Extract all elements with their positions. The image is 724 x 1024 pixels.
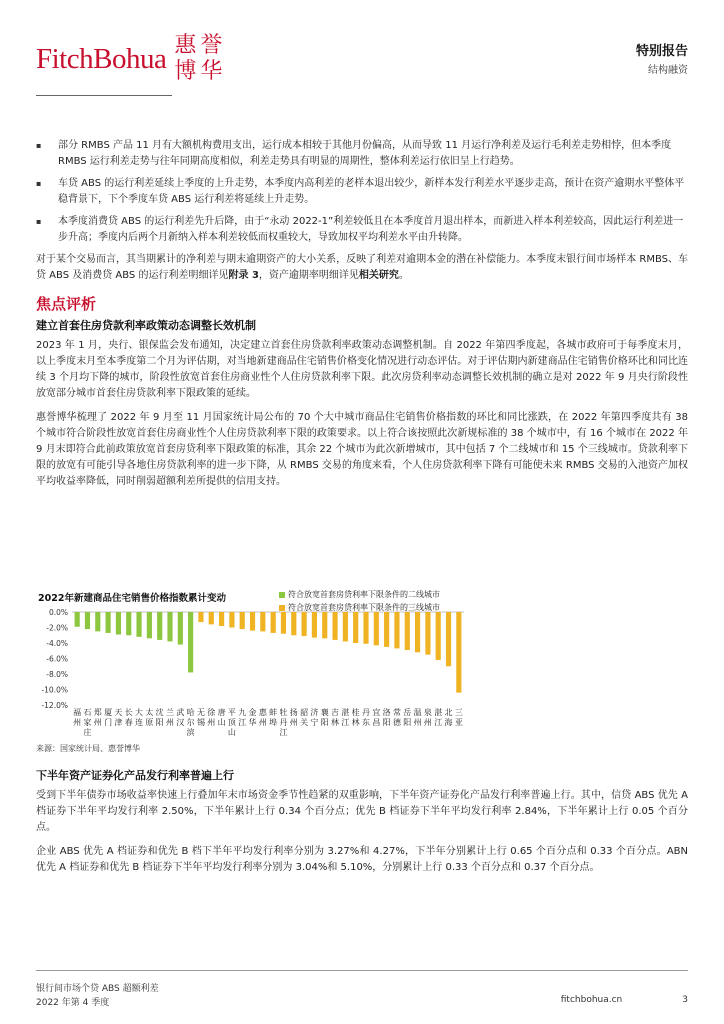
x-tick-label: 州 bbox=[258, 718, 267, 727]
x-tick-label: 蚌 bbox=[269, 708, 278, 717]
footer-divider bbox=[36, 970, 688, 971]
x-tick-label: 惠 bbox=[258, 708, 267, 717]
chart-bar bbox=[95, 612, 100, 631]
footer-site[interactable]: fitchbohua.cn bbox=[560, 995, 623, 1005]
bullet-item: ▪ 本季度消费贷 ABS 的运行利差先升后降，由于“永动 2022-1”利差较低且在本季度首月退出样本，而新进入样本利差较高，因此运行利差进一步升高；季度内后两个月新纳入样本利差较低而权重较大，导致加权平均利差水平由升转降。 bbox=[36, 214, 688, 246]
chart-bar bbox=[209, 612, 214, 624]
x-tick-label: 湛 bbox=[434, 708, 443, 717]
x-tick-label: 丹 bbox=[279, 718, 288, 727]
legend-label: 符合放宽首套房贷利率下限条件的二线城市 bbox=[288, 590, 440, 599]
x-tick-label: 哈 bbox=[186, 708, 195, 717]
x-tick-label: 尔 bbox=[186, 718, 195, 727]
bullet-item: ▪ 车贷 ABS 的运行利差延续上季度的上升走势，本季度内高利差的老样本退出较少，新样本发行利差水平逐步走高，预计在资产逾期水平整体平稳背景下，下个季度车贷 ABS 运行利差将延续上升走势。 bbox=[36, 176, 688, 208]
footer-report-name: 银行间市场个贷 ABS 超额利差 bbox=[36, 984, 159, 994]
seal-char: 惠 bbox=[174, 33, 197, 58]
x-tick-label: 三 bbox=[454, 708, 463, 717]
bullet-item: ▪ 部分 RMBS 产品 11 月有大额机构费用支出，运行成本相较于其他月份偏高，从而导致 11 月运行净利差及运行毛利差走势相悖，但本季度 RMBS 运行利差走势与往年同期高度相似，利差走势具有明显的周期性，整体利差运行依旧呈上行趋势。 bbox=[36, 138, 688, 170]
x-tick-label: 山 bbox=[227, 728, 236, 737]
x-tick-label: 常 bbox=[392, 708, 401, 717]
x-tick-label: 阳 bbox=[320, 718, 329, 727]
x-tick-label: 门 bbox=[104, 718, 113, 727]
x-tick-label: 林 bbox=[351, 718, 360, 727]
x-tick-label: 州 bbox=[289, 718, 298, 727]
chart-bar bbox=[343, 612, 348, 641]
chart-bar bbox=[219, 612, 224, 626]
chart-bar bbox=[291, 612, 296, 635]
chart-bar bbox=[271, 612, 276, 633]
x-tick-label: 湛 bbox=[341, 708, 350, 717]
chart-bar bbox=[75, 612, 80, 627]
chart-bar bbox=[456, 612, 461, 693]
x-tick-label: 徐 bbox=[207, 708, 216, 717]
x-tick-label: 韶 bbox=[300, 708, 309, 717]
main-content-2 bbox=[36, 766, 688, 884]
x-tick-label: 太 bbox=[145, 708, 154, 717]
x-tick-label: 襄 bbox=[320, 708, 329, 717]
x-tick-label: 州 bbox=[93, 718, 102, 727]
chart-bar bbox=[229, 612, 234, 628]
x-tick-label: 温 bbox=[413, 708, 422, 717]
x-tick-label: 东 bbox=[362, 718, 370, 727]
x-tick-label: 泉 bbox=[423, 708, 432, 717]
paragraph: 2023 年 1 月，央行、银保监会发布通知，决定建立首套住房贷款利率政策动态调整机制。自 2022 年第四季度起，各城市政府可于每季度末月，以上季度末月至本季度第二个月为评估期，对当地新建商品住宅销售价格变化情况进行动态评估。对于评估期内新建商品住宅销售价格环比和同比连续 3 个月均下降的城市，阶段性放宽首套住房商业性个人住房贷款利率下限。此次房贷利率动态调整长效机制的确立是对 2022 年 9 月央行阶段性放宽部分城市首套住房贷款利率下限政策的延续。 bbox=[36, 340, 688, 399]
chart-bar bbox=[353, 612, 358, 643]
appendix-link[interactable]: 附录 3 bbox=[228, 270, 259, 281]
y-tick-label: -8.0% bbox=[46, 670, 68, 679]
x-tick-label: 顶 bbox=[227, 718, 236, 727]
subsection-title: 下半年资产证券化产品发行利率普遍上行 bbox=[36, 769, 234, 782]
x-tick-label: 州 bbox=[73, 718, 82, 727]
paragraph: 惠誉博华梳理了 2022 年 9 月至 11 月国家统计局公布的 70 个大中城市商品住宅销售价格指数的环比和同比涨跌，在 2022 年第四季度共有 38 个城市符合阶段性放宽首套住房商业性个人住房贷款利率下限的政策要求。以上符合该按照此次新规标准的 38 个城市中，有 16 个城市在 2022 年 9 月末即符合此前政策放宽首套房贷利率下限政策的标准，其余 22 个城市为此次新增城市，其中包括 7 个二线城市和 15 个三线城市。贷款利率下限的放宽有可能引导各地住房贷款利率的进一步下降，从 RMBS 交易的角度来看，个人住房贷款利率下降有可能使未来 RMBS 交易的入池资产加权平均收益率降低，同时削弱超额利差所提供的信用支持。 bbox=[36, 412, 688, 487]
x-tick-label: 滨 bbox=[186, 728, 195, 737]
report-type: 特别报告 bbox=[635, 44, 688, 59]
x-tick-label: 华 bbox=[248, 718, 257, 727]
chart-bar bbox=[363, 612, 368, 644]
x-tick-label: 济 bbox=[310, 708, 319, 717]
y-tick-label: 0.0% bbox=[48, 608, 68, 617]
x-tick-label: 春 bbox=[124, 718, 133, 727]
footer-meta bbox=[561, 995, 688, 1005]
x-tick-label: 厦 bbox=[104, 708, 113, 717]
x-tick-label: 岳 bbox=[403, 708, 412, 717]
x-tick-label: 海 bbox=[444, 718, 453, 727]
x-tick-label: 江 bbox=[434, 718, 443, 727]
chart-bar bbox=[446, 612, 451, 666]
x-tick-label: 洛 bbox=[382, 708, 391, 717]
section-title: 焦点评析 bbox=[36, 295, 97, 313]
summary-text: 对于某个交易而言，其当期累计的净利差与期末逾期资产的大小关系，反映了利差对逾期本金的潜在补偿能力。本季度末银行间市场样本 RMBS、车贷 ABS 及消费贷 ABS 的运行利差明细详见 bbox=[36, 254, 688, 281]
x-tick-label: 宁 bbox=[310, 718, 319, 727]
chart-bar bbox=[250, 612, 255, 631]
y-tick-label: -4.0% bbox=[46, 639, 68, 648]
seal-char: 华 bbox=[200, 59, 223, 84]
logo-text: FitchBohua bbox=[36, 42, 167, 75]
chart-bar bbox=[425, 612, 430, 655]
chart-source: 来源：国家统计局、惠誉博华 bbox=[36, 744, 140, 753]
x-tick-label: 关 bbox=[300, 718, 309, 727]
x-tick-label: 武 bbox=[176, 708, 185, 717]
y-tick-label: -2.0% bbox=[46, 623, 68, 633]
main-content bbox=[36, 138, 688, 498]
chart-bar bbox=[116, 612, 121, 634]
x-tick-label: 无 bbox=[196, 708, 205, 717]
x-tick-label: 州 bbox=[413, 718, 422, 727]
chart-bar bbox=[312, 612, 317, 638]
legend-label: 符合放宽首套房贷利率下限条件的三线城市 bbox=[288, 603, 440, 612]
x-tick-label: 埠 bbox=[269, 718, 278, 727]
x-tick-label: 阳 bbox=[403, 718, 412, 727]
page-number: 3 bbox=[682, 995, 688, 1005]
x-tick-label: 山 bbox=[217, 718, 226, 727]
chart-bar bbox=[302, 612, 307, 636]
x-tick-label: 扬 bbox=[289, 708, 298, 717]
chart-bar bbox=[167, 612, 172, 641]
paragraph: 企业 ABS 优先 A 档证券和优先 B 档下半年平均发行利率分别为 3.27%和 4.27%，下半年分别累计上行 0.65 个百分点和 0.33 个百分点。ABN 优先 A 档证券和优先 B 档证券下半年平均发行利率分别为 3.04%和 5.10%，分别累计上行 0.33 个百分点和 0.37 个百分点。 bbox=[36, 846, 688, 873]
chart-bar bbox=[332, 612, 337, 640]
x-tick-label: 阳 bbox=[155, 718, 164, 727]
x-tick-label: 江 bbox=[341, 718, 350, 727]
x-tick-label: 丹 bbox=[362, 708, 370, 717]
chart-bar bbox=[85, 612, 90, 629]
chart-bar bbox=[281, 612, 286, 634]
related-research-link[interactable]: 相关研究 bbox=[358, 270, 399, 281]
x-tick-label: 林 bbox=[331, 718, 340, 727]
chart-bar bbox=[415, 612, 420, 652]
y-tick-label: -6.0% bbox=[46, 654, 68, 664]
seal-char: 誉 bbox=[200, 33, 223, 58]
x-tick-label: 北 bbox=[444, 708, 453, 717]
chart-bar bbox=[322, 612, 327, 638]
x-tick-label: 江 bbox=[238, 718, 247, 727]
chart-bar bbox=[436, 612, 441, 660]
x-tick-label: 锡 bbox=[196, 718, 205, 727]
header-divider bbox=[36, 95, 172, 96]
summary-text: 。 bbox=[398, 270, 409, 281]
bullet-list bbox=[36, 138, 688, 246]
x-tick-label: 唐 bbox=[217, 708, 226, 717]
x-tick-label: 吉 bbox=[331, 708, 340, 717]
x-tick-label: 福 bbox=[73, 708, 82, 717]
x-tick-label: 家 bbox=[83, 718, 92, 727]
x-tick-label: 天 bbox=[114, 708, 123, 717]
x-tick-label: 金 bbox=[248, 708, 257, 717]
x-tick-label: 原 bbox=[145, 718, 154, 727]
x-tick-label: 德 bbox=[392, 718, 401, 727]
x-tick-label: 九 bbox=[238, 708, 247, 717]
chart-bar bbox=[126, 612, 131, 635]
x-tick-label: 州 bbox=[207, 718, 216, 727]
x-tick-label: 宜 bbox=[372, 708, 381, 717]
x-tick-label: 连 bbox=[135, 718, 144, 727]
footer-period: 2022 年第 4 季度 bbox=[36, 998, 110, 1008]
x-tick-label: 亚 bbox=[454, 718, 463, 727]
x-tick-label: 庄 bbox=[83, 728, 92, 737]
paragraph: 受到下半年债券市场收益率快速上行叠加年末市场资金季节性趋紧的双重影响，下半年资产证券化产品发行利率普遍上行。其中，信贷 ABS 优先 A 档证券下半年平均发行利率 2.50%，下半年累计上行 0.34 个百分点；优先 B 档证券下半年平均发行利率 2.84%，下半年累计上行 0.05 个百分点。 bbox=[36, 790, 688, 833]
x-tick-label: 平 bbox=[227, 708, 236, 717]
chart-bar bbox=[188, 612, 193, 672]
company-logo bbox=[36, 33, 224, 85]
chart-bar bbox=[106, 612, 111, 633]
x-tick-label: 大 bbox=[135, 708, 144, 717]
x-tick-label: 昌 bbox=[372, 718, 381, 727]
report-subtype: 结构融资 bbox=[648, 65, 688, 76]
chart-bar bbox=[405, 612, 410, 650]
chart-bar bbox=[178, 612, 183, 645]
chart-bar bbox=[260, 612, 265, 631]
chart-bar bbox=[384, 612, 389, 647]
subsection-title: 建立首套住房贷款利率政策动态调整长效机制 bbox=[36, 319, 256, 332]
x-tick-label: 牡 bbox=[279, 708, 288, 717]
chart-title: 2022年新建商品住宅销售价格指数累计变动 bbox=[38, 593, 226, 604]
chart-bar bbox=[240, 612, 245, 629]
chart-bar bbox=[147, 612, 152, 638]
x-tick-label: 州 bbox=[423, 718, 432, 727]
x-tick-label: 阳 bbox=[382, 718, 391, 727]
chart-bar bbox=[157, 612, 162, 640]
y-tick-label: -12.0% bbox=[41, 701, 68, 710]
x-tick-label: 长 bbox=[124, 708, 133, 717]
x-tick-label: 桂 bbox=[351, 708, 360, 717]
x-tick-label: 郑 bbox=[93, 708, 102, 717]
x-tick-label: 兰 bbox=[166, 708, 174, 717]
chart-bar bbox=[374, 612, 379, 645]
y-tick-label: -10.0% bbox=[41, 685, 68, 695]
x-tick-label: 沈 bbox=[155, 708, 164, 717]
price-index-chart bbox=[36, 588, 468, 752]
x-tick-label: 江 bbox=[279, 728, 288, 737]
x-tick-label: 州 bbox=[166, 718, 174, 727]
x-tick-label: 石 bbox=[83, 708, 92, 717]
summary-text: ，资产逾期率明细详见 bbox=[258, 270, 359, 281]
summary-paragraph bbox=[36, 252, 688, 284]
logo-seal bbox=[172, 33, 224, 85]
chart-bar bbox=[198, 612, 203, 622]
x-tick-label: 汉 bbox=[176, 718, 185, 727]
seal-char: 博 bbox=[174, 59, 197, 84]
chart-bar bbox=[394, 612, 399, 648]
x-tick-label: 津 bbox=[114, 718, 123, 727]
chart-plot bbox=[36, 588, 468, 752]
chart-bar bbox=[136, 612, 141, 637]
